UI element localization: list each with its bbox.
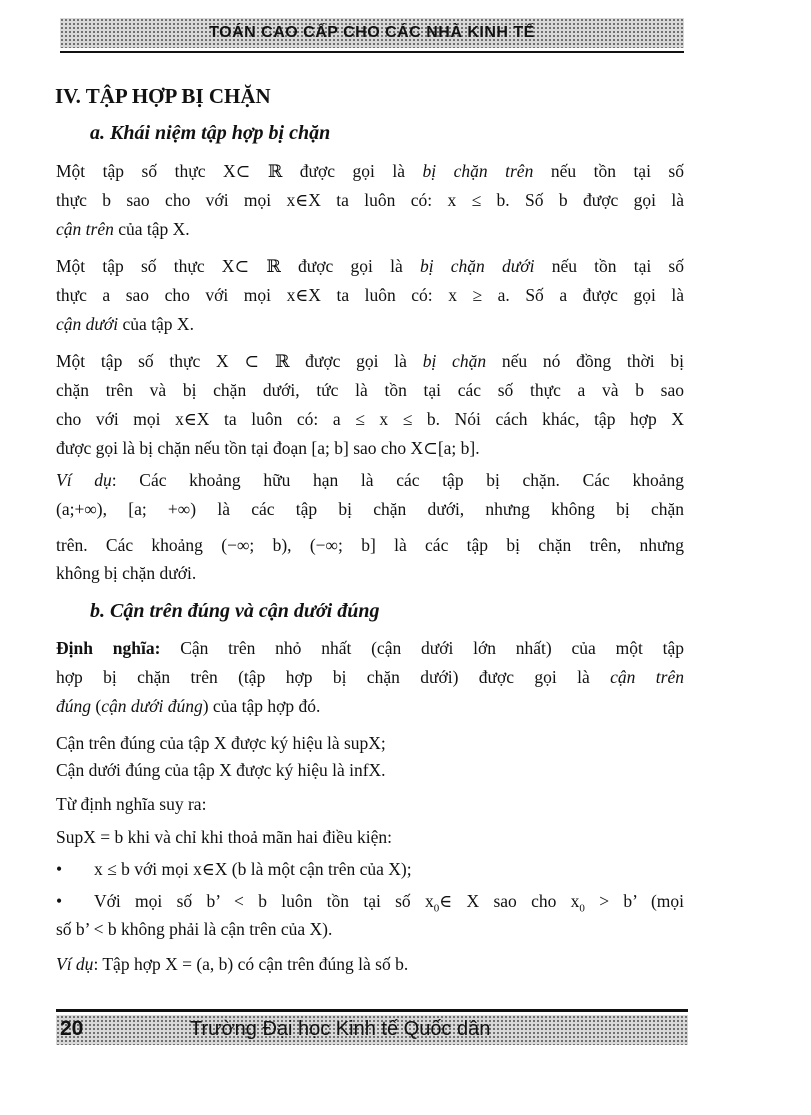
paragraph-bounded-line-2: chặn trên và bị chặn dưới, tức là tồn tại các số thực a và b sao <box>56 380 684 400</box>
paragraph-bounded-line-3: cho với mọi x∈X ta luôn có: a ≤ x ≤ b. Nói cách khác, tập hợp X <box>56 409 684 429</box>
paragraph-lower-bound-line-1: Một tập số thực X⊂ ℝ được gọi là bị chặn dưới nếu tồn tại số <box>56 256 684 276</box>
example-a-line-3: trên. Các khoảng (−∞; b), (−∞; b] là các tập bị chặn trên, nhưng <box>56 535 684 555</box>
paragraph-lower-bound-line-2: thực a sao cho với mọi x∈X ta luôn có: x ≥ a. Số a được gọi là <box>56 285 684 305</box>
definition-line-3: đúng (cận dưới đúng) của tập hợp đó. <box>56 696 321 716</box>
definition-line-2: hợp bị chặn trên (tập hợp bị chặn dưới) được gọi là cận trên <box>56 667 684 687</box>
example-a-line-4: không bị chặn dưới. <box>56 563 197 583</box>
footer-institution: Trường Đại học Kinh tế Quốc dân <box>190 1018 491 1040</box>
header-title-text: TOÁN CAO CẤP CHO CÁC NHÀ KINH TẾ <box>209 24 535 41</box>
subsection-a-heading: a. Khái niệm tập hợp bị chặn <box>90 122 331 144</box>
paragraph-bounded-line-4: được gọi là bị chặn nếu tồn tại đoạn [a; b] sao cho X⊂[a; b]. <box>56 438 480 458</box>
definition-line-1: Định nghĩa: Cận trên nhỏ nhất (cận dưới lớn nhất) của một tập <box>56 638 684 658</box>
paragraph-upper-bound-line-2: thực b sao cho với mọi x∈X ta luôn có: x ≤ b. Số b được gọi là <box>56 190 684 210</box>
paragraph-upper-bound-line-3: cận trên của tập X. <box>56 219 190 239</box>
example-a-line-2: (a;+∞), [a; +∞) là các tập bị chặn dưới, nhưng không bị chặn <box>56 499 684 519</box>
example-b-line: Ví dụ: Tập hợp X = (a, b) có cận trên đúng là số b. <box>56 954 409 974</box>
example-a-line-1: Ví dụ: Các khoảng hữu hạn là các tập bị chặn. Các khoảng <box>56 470 684 490</box>
page-number: 20 <box>60 1017 84 1040</box>
condition-line: SupX = b khi và chỉ khi thoả mãn hai điều kiện: <box>56 827 392 847</box>
inf-notation-line: Cận dưới đúng của tập X được ký hiệu là infX. <box>56 760 386 780</box>
footer-rule <box>56 1009 688 1012</box>
section-heading: IV. TẬP HỢP BỊ CHẶN <box>55 84 271 108</box>
bullet-dot: • <box>56 891 63 911</box>
bullet-item-1: • x ≤ b với mọi x∈X (b là một cận trên của X); <box>56 859 412 879</box>
bullet-dot: • <box>56 859 63 879</box>
bullet-item-2-line-2: số b’ < b không phải là cận trên của X). <box>56 919 333 939</box>
paragraph-lower-bound-line-3: cận dưới của tập X. <box>56 314 194 334</box>
bullet-item-2-line-1: • Với mọi số b’ < b luôn tồn tại số $x_0\in$ X sao cho $x_0 > b$’ (mọi <box>56 891 685 915</box>
derivation-intro-line: Từ định nghĩa suy ra: <box>56 794 207 814</box>
running-header <box>60 18 684 48</box>
sup-notation-line: Cận trên đúng của tập X được ký hiệu là supX; <box>56 733 386 753</box>
subsection-b-heading: b. Cận trên đúng và cận dưới đúng <box>90 600 380 622</box>
header-rule <box>60 51 684 53</box>
paragraph-upper-bound-line-1: Một tập số thực X⊂ ℝ được gọi là bị chặn trên nếu tồn tại số <box>56 161 684 181</box>
paragraph-bounded-line-1: Một tập số thực X ⊂ ℝ được gọi là bị chặn nếu nó đồng thời bị <box>56 351 684 371</box>
